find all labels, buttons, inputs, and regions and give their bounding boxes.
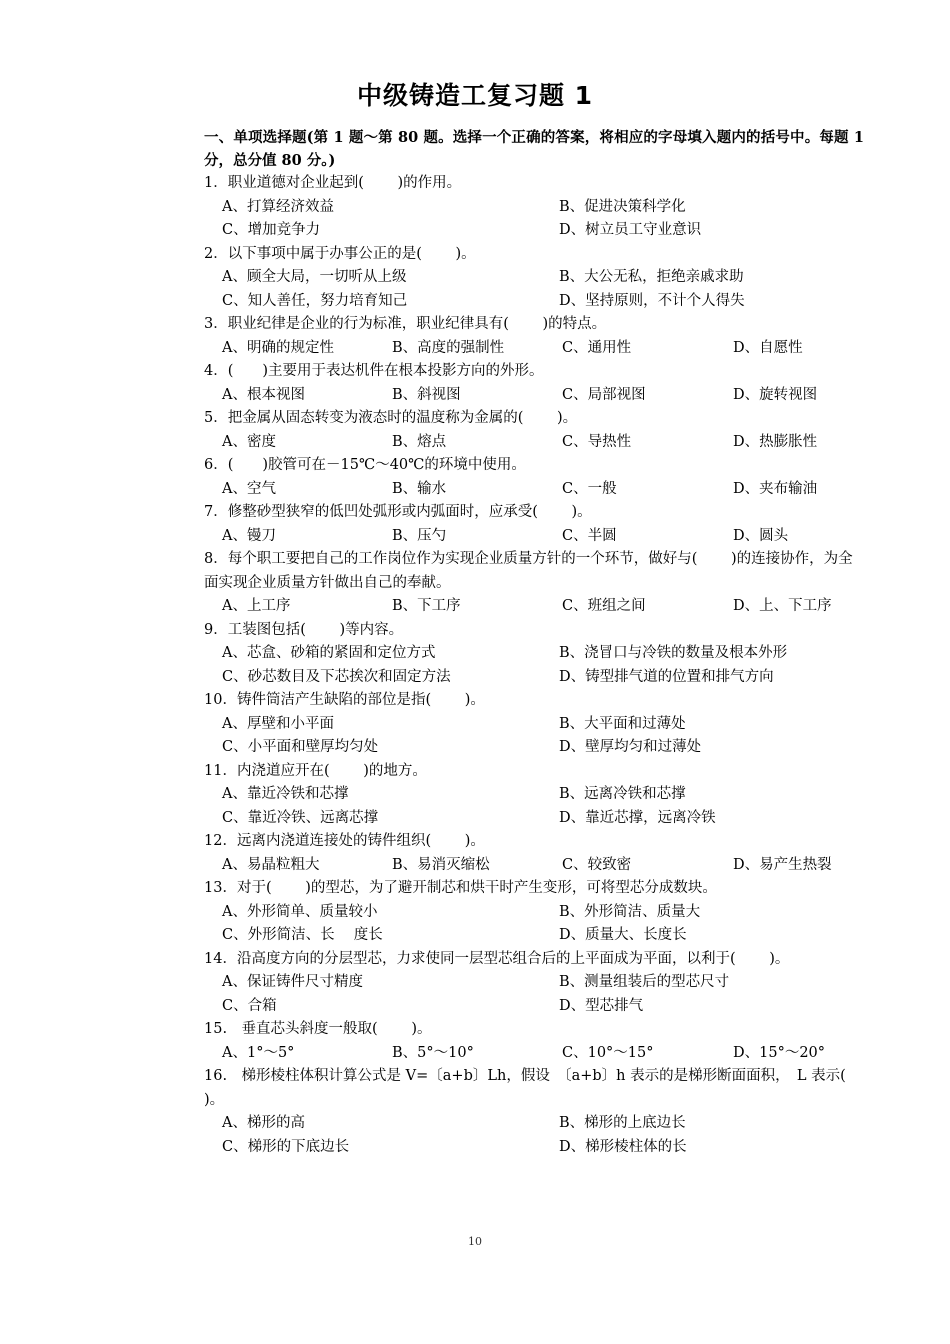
options-row	[204, 431, 864, 455]
options-row	[204, 807, 864, 831]
answer-option: A、厚壁和小平面	[222, 715, 334, 732]
question-list	[204, 126, 880, 1159]
section-heading: 一、单项选择题(第 1 题～第 80 题。选择一个正确的答案，将相应的字母填入题内的括号中。每题 1 分，总分值 80 分。)	[204, 129, 864, 169]
answer-option: C、合箱	[222, 997, 277, 1014]
options-row	[204, 525, 864, 549]
answer-option: A、梯形的高	[222, 1115, 305, 1131]
answer-option: C、增加竞争力	[222, 222, 321, 238]
options-row	[204, 337, 864, 361]
answer-option: C、局部视图	[562, 386, 646, 403]
answer-option: A、上工序	[222, 598, 291, 614]
answer-option: C、较致密	[562, 856, 632, 873]
answer-option: A、靠近冷铁和芯撑	[222, 786, 349, 802]
answer-option: D、树立员工守业意识	[559, 222, 702, 238]
answer-option: D、铸型排气道的位置和排气方向	[559, 668, 774, 685]
answer-option: D、靠近芯撑，远离冷铁	[559, 809, 716, 826]
options-row	[204, 1112, 864, 1136]
options-row	[204, 219, 864, 243]
question-text: 15. 垂直芯头斜度一般取( )。	[204, 1021, 432, 1037]
options-row	[204, 1042, 864, 1066]
answer-option: A、打算经济效益	[222, 198, 334, 215]
answer-option: D、坚持原则，不计个人得失	[559, 292, 745, 309]
options-row	[204, 642, 864, 666]
options-row	[204, 266, 864, 290]
answer-option: D、上、下工序	[733, 598, 832, 614]
options-row	[204, 1136, 864, 1160]
answer-option: A、镘刀	[222, 527, 276, 544]
answer-option: D、热膨胀性	[733, 433, 818, 450]
answer-option: B、下工序	[392, 598, 461, 614]
options-row	[204, 478, 864, 502]
options-row	[204, 901, 864, 925]
page-number: 10	[468, 1235, 482, 1248]
answer-option: B、浇冒口与冷铁的数量及根本外形	[559, 645, 788, 661]
answer-option: B、外形简洁、质量大	[559, 903, 701, 920]
answer-option: B、测量组装后的型芯尺寸	[559, 974, 730, 990]
answer-option: B、斜视图	[392, 386, 461, 403]
answer-option: C、导热性	[562, 433, 632, 450]
answer-option: B、5°～10°	[392, 1044, 474, 1061]
answer-option: C、班组之间	[562, 598, 646, 614]
answer-option: C、梯形的下底边长	[222, 1138, 350, 1155]
answer-option: B、大公无私，拒绝亲戚求助	[559, 269, 744, 285]
answer-option: C、一般	[562, 480, 617, 497]
question-text: 14．沿高度方向的分层型芯，力求使同一层型芯组合后的上平面成为平面，以利于( )。	[204, 950, 790, 967]
answer-option: C、知人善任，努力培育知己	[222, 292, 408, 309]
question-text: 12．远离内浇道连接处的铸件组织( )。	[204, 833, 485, 849]
question-text: 10．铸件筒洁产生缺陷的部位是指( )。	[204, 692, 485, 708]
answer-option: D、圆头	[733, 527, 789, 544]
answer-option: D、15°～20°	[733, 1044, 826, 1061]
options-row	[204, 924, 864, 948]
answer-option: D、型芯排气	[559, 997, 644, 1014]
answer-option: B、高度的强制性	[392, 339, 505, 356]
answer-option: A、芯盒、砂箱的紧固和定位方式	[222, 645, 436, 661]
options-row	[204, 783, 864, 807]
answer-option: B、大平面和过薄处	[559, 715, 686, 732]
answer-option: D、质量大、长度长	[559, 927, 687, 943]
answer-option: A、外形简单、质量较小	[222, 903, 378, 920]
options-row	[204, 384, 864, 408]
options-row	[204, 854, 864, 878]
question-text: 5．把金属从固态转变为液态时的温度称为金属的( )。	[204, 410, 578, 426]
answer-option: D、旋转视图	[733, 386, 818, 403]
options-row	[204, 713, 864, 737]
answer-option: C、半圆	[562, 527, 617, 544]
question-text: 16. 梯形棱柱体积计算公式是 V=〔a+b〕Lh，假设 〔a+b〕h 表示的是梯形断面面积， L 表示( )。	[204, 1068, 880, 1108]
answer-option: D、梯形棱柱体的长	[559, 1138, 687, 1155]
answer-option: A、根本视图	[222, 386, 305, 403]
answer-option: B、熔点	[392, 433, 447, 450]
answer-option: D、自愿性	[733, 339, 803, 356]
question-text: 4．( )主要用于表达机件在根本投影方向的外形。	[204, 363, 544, 379]
options-row	[204, 595, 864, 619]
answer-option: B、远离冷铁和芯撑	[559, 786, 686, 802]
options-row	[204, 666, 864, 690]
answer-option: D、壁厚均匀和过薄处	[559, 739, 702, 755]
options-row	[204, 971, 864, 995]
options-row	[204, 736, 864, 760]
answer-option: A、保证铸件尺寸精度	[222, 974, 363, 990]
question-text: 11．内浇道应开在( )的地方。	[204, 762, 427, 779]
options-row	[204, 995, 864, 1019]
answer-option: A、顾全大局，一切听从上级	[222, 269, 407, 285]
answer-option: C、10°～15°	[562, 1044, 654, 1061]
question-text: 13．对于( )的型芯，为了避开制芯和烘干时产生变形，可将型芯分成数块。	[204, 880, 717, 896]
answer-option: A、易晶粒粗大	[222, 856, 320, 873]
answer-option: A、1°～5°	[222, 1044, 295, 1061]
answer-option: C、小平面和壁厚均匀处	[222, 739, 379, 755]
answer-option: B、梯形的上底边长	[559, 1115, 686, 1131]
page-title: 中级铸造工复习题 1	[356, 81, 594, 110]
questions-container	[204, 172, 880, 1159]
question-text: 1．职业道德对企业起到( )的作用。	[204, 175, 462, 191]
answer-option: B、促进决策科学化	[559, 198, 686, 215]
question-text: 7．修整砂型狭窄的低凹处弧形或内弧面时，应承受( )。	[204, 504, 592, 520]
answer-option: C、靠近冷铁、远离芯撑	[222, 809, 379, 826]
answer-option: B、输水	[392, 480, 447, 497]
answer-option: C、外形简洁、长 度长	[222, 927, 383, 943]
options-row	[204, 290, 864, 314]
answer-option: A、密度	[222, 433, 276, 450]
question-text: 2．以下事项中属于办事公正的是( )。	[204, 245, 476, 262]
answer-option: C、砂芯数目及下芯挨次和固定方法	[222, 668, 451, 685]
answer-option: D、夹布输油	[733, 480, 818, 497]
question-text: 3．职业纪律是企业的行为标准，职业纪律具有( )的特点。	[204, 316, 607, 332]
answer-option: C、通用性	[562, 339, 632, 356]
answer-option: D、易产生热裂	[733, 856, 832, 873]
answer-option: A、空气	[222, 480, 276, 497]
options-row	[204, 196, 864, 220]
answer-option: B、易消灭缩松	[392, 856, 490, 873]
question-text: 8．每个职工要把自己的工作岗位作为实现企业质量方针的一个环节，做好与( )的连接协作，为全面实现企业质量方针做出自己的奉献。	[204, 551, 853, 591]
question-text: 9．工装图包括( )等内容。	[204, 621, 404, 638]
answer-option: B、压勺	[392, 527, 447, 544]
answer-option: A、明确的规定性	[222, 339, 334, 356]
question-text: 6．( )胶管可在－15℃～40℃的环境中使用。	[204, 457, 526, 473]
